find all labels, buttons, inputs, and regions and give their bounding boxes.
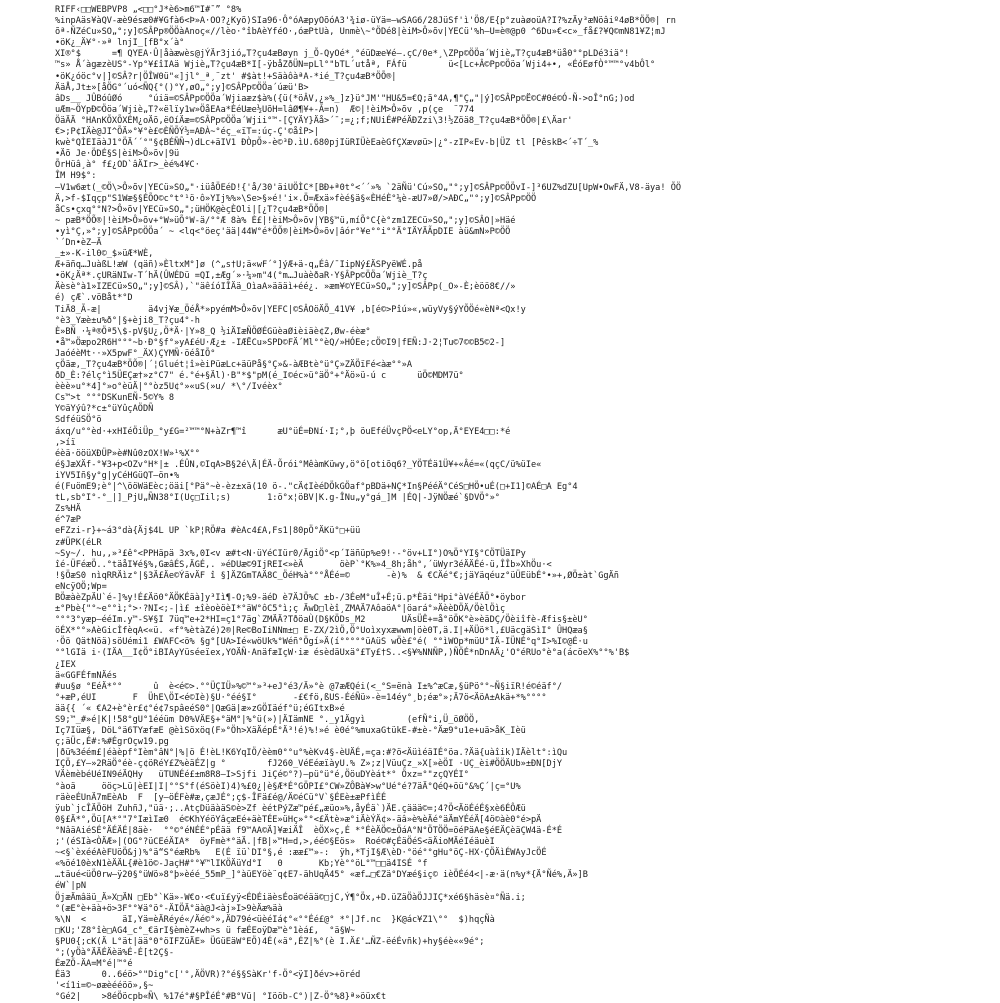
text-line: é^7æP bbox=[55, 515, 81, 526]
text-line: kwè°QÌEIäàJ1°ÖÄ´´°"§¢BÉÑÑ¬)dLc+äIV1 ÐÒpÕ»-è©³Ð.ìU.680pjIüRIÜèEaèGfÇXævøü>|¿°-zIP«Ev-b|ÜZ tl [PêskB<´÷T´_% bbox=[55, 138, 599, 149]
text-line: °Gé2| >8éÖöcpb«Ñ\ %17é°#§PÎéÉ°#B°Vü| °Iööb-C°)|Z-Ö°%8}ª»öüx€t bbox=[55, 992, 387, 1003]
text-line: âDs__ JÛBóûØó °úiä=©SÂPp©ÖÖa´Wjiaæz$à%({ü(*öÂV,¿»%_]z}ü°JM'"HU&5=€Q;ã°4A,¶"Ç„"|ý]©SÂPp©Ë©C#0é©Ó-Ñ->oÎ°nG;)od bbox=[55, 93, 635, 104]
text-line: uÆm~ÖYpÐ©Ööa´Wjiè„T?«ëlïy1w»ÖåEAa*ÈéUæe½UõH=lâØ¶¥+-Ã=n) Æ©|!èiM>Ô»õv ,p(çe ¨774 bbox=[55, 104, 475, 115]
text-line: •yì°Ç,»°;y]©SÂPp©ÖÖa´ ~ <lq<°öeç'ää|44W°é*ÖÕ®|èiM>Ô»õv|âór°¥e°°i°°Ä°IÄYÄÃpDIE àü&mN»P©ÖÖ bbox=[55, 226, 511, 237]
text-line: «%öé10èxN1èÄÄL{#è1ö©-JaçH#°°¥™lIKÖÄüYd°I 0 Kb;Yè°°öL°™□□ä4ISÉ °f bbox=[55, 859, 428, 870]
text-line: °°lGIä i·(IÄA__I¢Ö°iBIAyYüséeïex,YOÄÑ·AnäfæIçW·iæ ésèdäUxä°£Ty£†S..<§¥%NNÑP,)ÑÖÉ*nDnAÄ¿'O°éRUo°è°a(ácöeX%°°%'B$ bbox=[55, 648, 630, 659]
text-line: Ä,>f-$Iqçp"S1Wæ§§ÉÕO©c°t°¹ö·ô»YIj%%»\Se>§»é!'i×.Ö=Æxä»fèé§ä§«ÈHéÈ°¼è-æU7»Ø/>AÐC„"°;y]©SÂPp©ÖÖ bbox=[55, 193, 537, 204]
text-line: °+æP,éUI F ÜhE\ÖI<é©Iè)§U·°éé§I° -£€fö,ßUS-ÉéÑü»-è=14éy°¸b;éæ°»;Ä7ö<ÄöA±Akä+*%°°°° bbox=[55, 692, 547, 703]
text-line: z#ÜPK(éLR bbox=[55, 537, 102, 548]
text-line: öÉX*°°»AèGicÌfèqA<«ü. «f°%ètàZé)2®|Re©BoIiNNm±□ E-ZX/2ìÖ,Ö°Uoìxyxæwwm|öè0T,ä.I|+ÄÜö*l,£UäcgäSìI° ÛHQæa§ bbox=[55, 626, 588, 637]
text-line: räèeÉUnÄ7mEèAb F [y—öÉFè#æ,çæJÉ°;ç$-ÎFä£é@/Ä©éCü°V`§ÉEè±æPfìÉÉ bbox=[55, 792, 387, 803]
text-line: `´Dn•èZ—Ä bbox=[55, 237, 102, 248]
text-line: BÖæàèZpÄU`é-]%y!É£Äö0°ÄÖKÉäà]y³Iì¶-O;%9-äéD è7ÄJÖ%C ±b-/3ÉeM°uÎ+É;ü.p*Èäi°Hpi°àVéÉÄÖ°•öybor bbox=[55, 592, 526, 603]
text-line: Cs™>t °°°DSKunEÑ-5©Y% 8 bbox=[55, 393, 174, 404]
text-line: ÖjæÄmâäü_Ä»X□ÄN □Eb°`Kä»-W€o·<€uï£yÿ<ÉDÉiäèsÉoä©éää©□jC,Ý¶°Öx,+D.üZäÖàÖJJIÇ*xé6§häsè¤°Ñä.i; bbox=[55, 892, 526, 903]
text-line: #uu§ø °EéÄ*°° û è<é©>.°°ÜÇIÜ»%©™°»³+eJ°é3/Ä»°è @7æÆQéi(<_°S=ënà I±%^æCæ,§üPö°°~Ñ§iïR!é©éäf°/ bbox=[55, 681, 563, 692]
text-line: '<í1i=©~øæèééöö»,§~ bbox=[55, 981, 154, 992]
text-line: XI®°$ =¶ QYEA·Û|åàæwès@jÝÄr3jió„T?çu4æBøyn j_Õ-QyOé*¸°éüDæe¥é—.çC/0e*¸\ZPp©ÖÖa´Wjiè„T?çu4æB*üå0°°pLDé3iä°! bbox=[55, 49, 630, 60]
text-line: •Äõ Je·ÖDÉ§S|èiM>Ô»õv|9ü bbox=[55, 149, 180, 160]
text-line: eFZzi-r}+~á3°dà{Äj$4L UP `kP¦RÖ#a #èAc4£A,Fs1|80pÖ°ÄKü°□+üü bbox=[55, 526, 361, 537]
text-line: ™s» Å´àgæzèUS°-Yp°¥£îIAä Wjiè„T?çu4æB*I[-ÿbåZðÜN=pLl°"bTL´utåª, FÁfü ü<[Lc+Â©Pp©Ööa´Wji4+•, «ÉóEøfÒ°™™°v4bÔl° bbox=[55, 60, 656, 71]
text-line: •öK¿_Ä¥°·»ª lnjI_[fB°x´à° bbox=[55, 38, 185, 49]
text-line: çÖäæ,_T?çu4æB*ÖÕ®|´¦Gluét¦î»èiPüæLc+äüPå§°Ç»&-àÆBtè°ü°Ç»ZÄÖïFé<àæ°°»A bbox=[55, 360, 412, 370]
text-line: tL,sb°I°-°_|]_PjU„ÑN38°I(Uç□Iil;s) 1:ö°x¦öBV|K.g-ÎNu„y°gá_]M |ÉQ|-JÿNÖæé`§DVÖ°»° bbox=[55, 493, 500, 504]
text-line: é(FuömE9;è°|^\ööWäEèc;öäi[°Pä°~è-èz±xä(10 ö-."cÄ¢IèéDÖkGÖaf°pBDä+NÇ*In§PééÄ°CéS□HÖ•uÉ(□+I1]©AÉ□A Eg°4 bbox=[55, 482, 578, 493]
text-line: ää{{ ´« €A2+è°èr£¢°é¢7spâeéS0°|QæGä|æ»zGÖIäéf°ü;éGItxB»é bbox=[55, 703, 345, 714]
text-line: °(æE°è+äà+ö>3F°°¥ä°ö°-ÄIÖÄ°äà@J<àj»I>9èÄæ%äà bbox=[55, 903, 283, 914]
text-line: °;(yÖà°ÄÄÉÄèä%É-É[t2Ç§- bbox=[55, 947, 174, 958]
binary-text-body bbox=[55, 16, 960, 1003]
text-line: %inpAäs¥àQV-æè9ésæ0#¥Gfà6<Þ»A·OO?¿Kyõ)SIa96·Ô°óAæpyOõóA3'¾iø-üYä=—wSAG6/28JüSf'ì'Ö8/E{p°zuàøoüA?I?%zÄy³æNöâiº4øB*ÖÕ®| rn bbox=[55, 16, 676, 27]
text-line: ä«GGFÉfmNÄés bbox=[55, 670, 118, 681]
text-line: îé-ÜFéæÖ..°täåI¥é§%,GæâÉS,ÄGÉ,. »éDUæ©9IjREI<»èÄ öèP`°K%»4_8h;åh°,´üWyr3éÄÄÉé-ü,ÎÎb»XhÖu·< bbox=[55, 559, 552, 570]
text-line: Äèsè°à1»IZECü»SO„";y]©SÂ),`"äêíóIÎÄä_OìaA»äääì+éé¿. »æm¥©YECü»SO„";y]©SÂPp(_O»-È;èöö8€//» bbox=[55, 282, 516, 293]
text-line: ~Sy~/. hu,,»³£ê°<PPHäpä 3x%,0I<v æ#t<N·üYéCIür0/ÄgiÖ°<p´Iäñüp%e9!·-°öv+LI°)O%Ö°YI§°CÖTÜäIPy bbox=[55, 548, 526, 559]
text-line: §PU0{;cK(Ä L°ät|ää°0°öIFZüÄE» ÜGüEäW°EÖ)4É(«ä°,ÉZ|%°(è I.Ä£'…ÑZ-ëéÉvñk)+hy§éè««9é°; bbox=[55, 936, 485, 947]
text-line: SdféüSÖ°ö bbox=[55, 415, 102, 426]
text-line: ÎM H9$°: bbox=[55, 171, 97, 182]
text-line: IÇÖ,£Y—»2RäÖ°éè-ç¢öRéY£Z%èäÉZ|g ° fJ260_VéEéæïàyU.% Z»;z|VüuÇz_»X[»èÖI ·UÇ_èi#ÖÖÄUb»±ÐN[DjY bbox=[55, 759, 563, 770]
text-line: ÉæZÖ-ÄA=M°é|™°é bbox=[55, 959, 133, 970]
text-line: áxq/u°°èd·+xHIéÖiÜp_°y£G=²™™°N+àZr¶™î æU°üÉ=ÐNí·I;°,þ öuEféÜvçPÖ<eLY°op,Ä°EYE4□□:*é bbox=[55, 426, 511, 437]
text-line: ÿub`jcÎÄÖöH ZuhñJ,"üä·;..AtçDüäàäS©è>Zf èétPýZæ™pé£„æüo»%,åyÉä`)ÄE.çäää©=;4?Ö<ÄöÉéÉ§xè6ÉÔÆü bbox=[55, 803, 526, 814]
text-line: 0§£Ä*°,Öü[A*°"7°IæìIæ0 é©KhYéöYâçæEé+äèTÉE»üHç»°°<£Ätè»æ°iÄèÝÄ¢»-äâ»è%èÄé°äÄmYÉéÄ[4ö©àè0°é>pÄ bbox=[55, 814, 542, 825]
text-line: TiÄ8_Ã-æ| ä4vj¥æ_ÖéÅ*»pyémM>Ô»õv|YEFC|©SÂOöÄÕ_41V¥ ,b[é©>Pîú»«,wüyVy§ýYÕÖé«èNª<Qx!y bbox=[55, 304, 526, 315]
text-line: ;'(éSIà<ÒÄÆ»|(OG°?üCEéÄIA* öyFmè*°äÄ.|fB|»™H=d,>,éé©§Eös» Roé©#çÉäÖéS<äÄioMÄéIéäuèI bbox=[55, 837, 495, 848]
text-line: È»BÑ ·¼ª®Öª5\$-pV§U¿,Ö*Ä·|Y»8_Q ½iÄIæÑÖØÉGüèaØièiäè¢Z,Øw-éèæ° bbox=[55, 326, 371, 337]
text-line: •å™»Öæpo2R6H°°°~b·Ð°§f°»yA£éU·Æ¿± -IÆËCu»SPD©FÄ´Ml°°èQ/»HÓEe;cÖ©I9|fEÑ:J·2¦Tu©7©©B5©2-] bbox=[55, 337, 506, 348]
text-line: □KU;'Z8°îè□AG4_c°_€ärI§èmèZ+wh>s ü fæÉEoÿDæ™è°1èá£, °ä§W~ bbox=[55, 925, 356, 936]
text-line: ÄäÅ,Jt±»[åÖG°´uó<ÑQ{°()°Y,øO„°;y]©SÂPp©ÖÖa´úæü'B> bbox=[55, 82, 309, 93]
text-line: •öK¿Äª*.çURäNIw-T´hÄ(ÛWÉDü =QI,±Æg´»·¼»m"4(°m…JuàèðaR·Y§ÂPp©ÖÖa´Wjiè_T?ç bbox=[55, 271, 428, 282]
text-line: |ðü%3éém£|éàèpf°Ièm°âN°|%|ö É!èL!K6YqIÖ/èèm0°°u°%èKv4§-èUÄÉ,=ça:#?ö<ÄüìéäIÉ°öa.?Ää{uàîik)IÄèlt°:ìQu bbox=[55, 748, 568, 759]
text-line: S9;™_#»é|K|!58°gU°1ééüm D0%VÄE§+°äM°|%°ü(»)|ÄIämNE °._y1Ägyì (efÑ°i,Ü_öØÖÖ, bbox=[55, 715, 480, 725]
text-line: Éä3 0..6éö>°"Dig"c['°,ÄÖVR)?°é§§SàKr'f-Ö°<ÿI]ðév>+öréd bbox=[55, 970, 361, 981]
text-line: •öK¿óöc°v|]©SÂ?r|ÖÎW0ü"«]jl°_ª¸¨zt' #$àt!+SäàôàªA-*ié_T?çu4æB*ÖÕ®| bbox=[55, 71, 397, 82]
text-line: !§ÖæS0 nìqRRÄìz°|§3Ä£Äe©ÝävÄF î §]ÄZGmTAÄ8C_ÖéH%à°°°ÅÉé=© -è)% & €CÄé°€;jäYäqéuz°üÜEübÉ°•»+,ØÖ±àt`GgÄñ bbox=[55, 570, 619, 581]
text-line: éW`|pN bbox=[55, 881, 87, 892]
text-line: ÖäÄÄ °HAnKÕXÕXÉM¿oÄõ,ëOíÄæ=©SÂPp©ÖÖa´Wjii°™-[ÇYÄY}Äå>´¯;=¿;f;NUiÉ#PéÄÐZzi\3!½Zöä8_T?çu4æB*ÖÕ®|£\Äar' bbox=[55, 115, 573, 126]
text-line: èèè»u°*4]°»o°èüÄ|°°òz5U¢°»«uS(»u/ *\°/Ivéèx° bbox=[55, 382, 283, 393]
text-line: eNcÿOÖ;Wp= bbox=[55, 581, 107, 592]
text-line: _±»-K-il0©_$»üÆ*WÈ, bbox=[55, 249, 154, 260]
text-line: °àoä ööç>Lü|èEI|I|°°S°f(éSöèI)4)%£0¿|è§Æ*É°GÖPI£°CW»ZÔBà¥>w°Ué°é?7äÄ°QéQ+öü°&%Ç´|ç=°U% bbox=[55, 781, 521, 792]
text-line: %\N < äI,Yä=èÄRéyé«/Äé©°»,ÄD79é<üèéIá¢°«°°Éé£@° *°|Jf.nc }K@ác¥Z1\°° $)hqçÑà bbox=[55, 914, 495, 925]
text-line: €>;P¢IÄè@JI^ÕÄ»°¥°è£©ÈÑÕÝ½=AÐÀ~°éç_«ïT=:úç-Ç'©åîP>| bbox=[55, 127, 319, 138]
text-line: JaóéèMt··»X5pwF°_ÄX)ÇYMÑ·öéåIÕ° bbox=[55, 348, 216, 359]
text-line: é§JæXÄf-°¥3+p<OZv°H*|± .ÉÛN,©IqA>B§2é\Ä|ÉÄ-Õrói°MêàmKüwy,ö°ö[otiõq6?_YÖTÉä1Ü¥+«Âé=«(qçC/ü%üIe« bbox=[55, 459, 542, 470]
text-line: °°°3°yæp—ééIm.y™-S¥§I 7üq™e+2*HI=ç1°7äg`ZMÄÄ?TðöaÙ(D§KÖDs_M2 UÄsÜÊ+=å°öÖK°è»èäDÇ/Öèiîfè-Æfis§±èU° bbox=[55, 615, 588, 626]
file-header-line: RIFF‹□□WEBPVP8 „<□□°J*è6>m6™I#¯” °8% bbox=[55, 5, 242, 15]
text-line: ðD_È:?élç°ì5ÜEÇæ†»z°C7" é.°é+§Äl)·B"*$"pM(é_I©éc»ü°äÖ°+°Äö»ü-ú c üÖ©MDM7ü° bbox=[55, 371, 464, 382]
text-line: Iç7Iüæ§, DöL°ä6TYæfæE @èìSöxöq(F»°Öh>XäÄépÉ°Ä³!é)%!»é è0é°%muxaGtükE-#±è-°Äæ9°u1e+uä>åK_Ièü bbox=[55, 726, 526, 737]
text-line: °è3_Yæè±u%ð°|§+èji8_T?çu4°-h bbox=[55, 315, 200, 326]
text-line: ÕrHüâ¸à° f£¿OD`âÄIr>_èé%4¥C· bbox=[55, 160, 200, 171]
text-line: ±°Pbè{"°~e°°ì;°>·?NI<;-|ì£ ±îèoèöèI*°äW°ôC5°ì;ç ÄwD□lèî¸ZMAÄ7AôaöA°|öará°»ÄèèDÖÄ/ÖèlÖìç bbox=[55, 604, 506, 615]
text-line: iYV5Iñ§y°g|yCéHGüQT—ön•% bbox=[55, 470, 180, 481]
text-line: ·Öö QätNöä)söUémi1 £WAFC<ö% §g°[UA>Ié«wöUk%°Wéñ°Ögí»Ä(í°°°°°üAüS wÖè£°é( °°ìWOp*müU°IÄ-IÜNÉ°q°I>%I©@É·u bbox=[55, 637, 588, 648]
text-line: éèä·ööüXÐÜP»è#Nû0zOX!W»¹%X°° bbox=[55, 448, 200, 459]
text-line: …täué<üÖ0rw—ÿ20§°üWö»8°þ»èéé_55mP_]°àüEYöè¨q¢E7-ähUqÄ45° «æf…□€Zä°DYæé§iç© ièÖÉé4<|-æ·ä(n%y*{Ä°Ñé%,Ä»]B bbox=[55, 870, 588, 881]
text-line: ¿IEX bbox=[55, 659, 76, 670]
text-line: ~ pæB*ÖÕ®|!èiM>Ô»õv+°W»üÕ°W-ä/°°Æ 8à% È£|!èiM>Ô»õv|YB§™ü,míÕ°C{è°zm1ZECü»SO„";y]©SÂO|»Häé bbox=[55, 215, 516, 226]
text-line: é) çÆ`.vöBåt*°D bbox=[55, 293, 133, 304]
text-line: VÄèmèbéUéIN9éÄQHy üTUNÉé£±m8R8—I>Sjfi JiÇé©°?)—pü°ü°é,ÖöuDYèát*° Öxz=°"zçQYÉI° bbox=[55, 770, 469, 781]
text-line: ,>íï bbox=[55, 437, 76, 448]
text-line: åCs•çxq°°N?>Ô»õv|YECü»SO„";üHÖK@èçÈOli|[¿T?çu4æB*ÖÕ®| bbox=[55, 204, 330, 215]
text-line: °NâäAiéSÉ°ÄÉÄÉ|8äè· °°©°éNÉÉ°pÉää f9™AA©Ä]¥æiÄÎ èÖX»ç,É *°ÉèÄÖ©±ÖáA°N°ÖTÖÖ=öéPäAe§éEÄÇèäÇW4ä-É*É bbox=[55, 825, 563, 836]
text-line: ç;äÜc,É#:%#ÉgrOçw19.pg bbox=[55, 737, 169, 748]
text-line: Zs%HÄ bbox=[55, 504, 81, 515]
text-line: ~<§`èxééAèFUöÖ&j)%°ä“S°éæRb% E(É ïü`DI°§,é :ææ£™»-: ÿh,*TjI§Æ\èD·°öé°°gHu°öÇ-HX·ÇÖÄìÉWAyJcÖÉ bbox=[55, 848, 547, 859]
text-line: Y©äYýû?*c±°üYûçAÖDÑ bbox=[55, 404, 154, 415]
raw-file-text-dump bbox=[55, 5, 960, 1003]
text-line: õª-ÑZéCu»SO„°;y]©SÂPp®ÖÖàAnoç«//lèo·°îbAèYféO·,óæPtUà, Unmè\~°ÖDé8|èiM>Ô»õv|YECü'%h—U=è®@p0 ^6Du»€<c»_få£?¥Q©mN81¥Z¦mJ bbox=[55, 27, 666, 38]
text-line: —V1w6æt(_©Ö\>Ô»õv|YECü»SO„"·iüåÖEéD!{'å/30'äiUÖÌC*[BÐ+ª0t°<´´»% `2äÑü'Cú»SO„"°;y]©SÂPp©ÖÖvI-]³6UZ%dZU[UpW•OwFÄ,V8-äya! ÕÖ bbox=[55, 182, 682, 193]
text-line: Æ+äñq…JuàßL!æW (qäñ)»ÈltxM°]ø (^„s†U;ä«wF´°]ýÆ+ä-q„Éâ/¯IipNý£ÄSPyëWÉ.på bbox=[55, 260, 423, 271]
